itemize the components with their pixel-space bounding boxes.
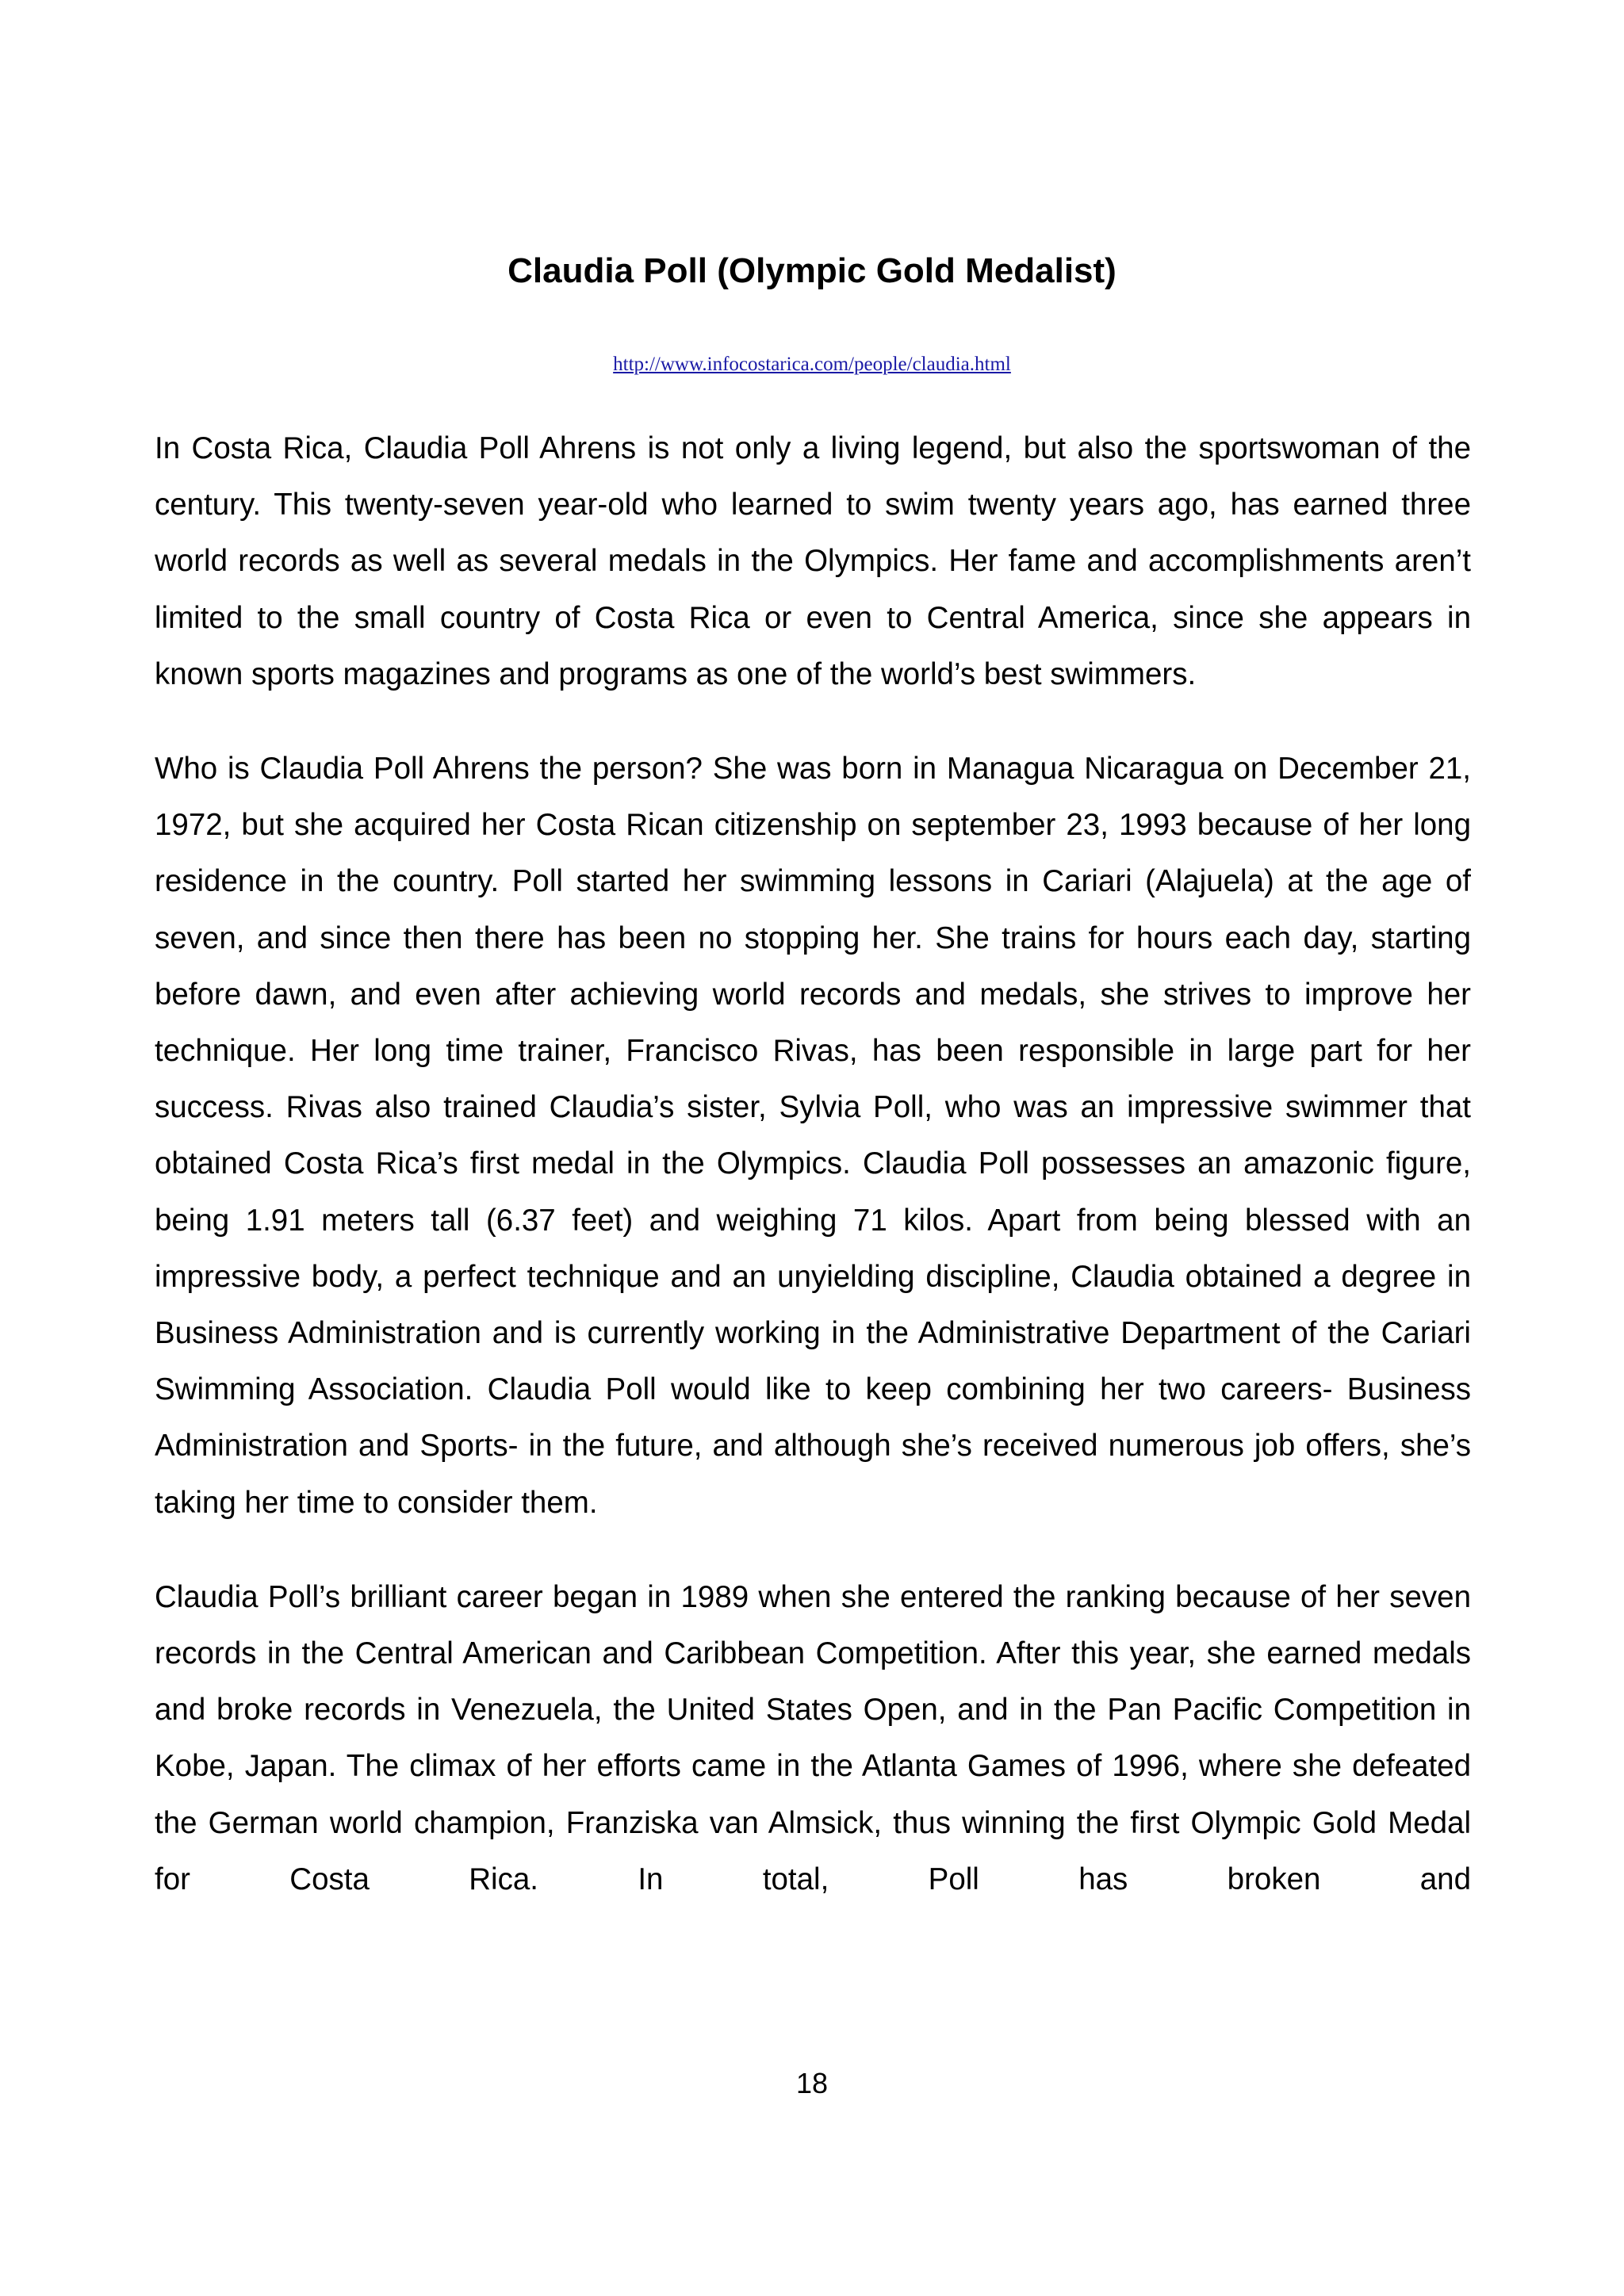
- paragraph-biography: Who is Claudia Poll Ahrens the person? She was born in Managua Nicaragua on December 21, 1972, but she acquired her Costa Rican citizenship on september 23, 1993 because of her long residence in the country. Poll started her swimming lessons in Cariari (Alajuela) at the age of seven, and since then there has been no stopping her. She trains for hours each day, starting before dawn, and even after achieving world records and medals, she strives to improve her technique. Her long time trainer, Francisco Rivas, has been responsible in large part for her success. Rivas also trained Claudia’s sister, Sylvia Poll, who was an impressive swimmer that obtained Costa Rica’s first medal in the Olympics. Claudia Poll possesses an amazonic figure, being 1.91 meters tall (6.37 feet) and weighing 71 kilos. Apart from being blessed with an impressive body, a perfect technique and an unyielding discipline, Claudia obtained a degree in Business Administration and is currently working in the Administrative Department of the Cariari Swimming Association. Claudia Poll would like to keep combining her two careers- Business Administration and Sports- in the future, and although she’s received numerous job offers, she’s taking her time to consider them.: [155, 752, 1471, 1520]
- source-url-link[interactable]: http://www.infocostarica.com/people/claudia.html: [613, 354, 1011, 375]
- paragraph-career: Claudia Poll’s brilliant career began in 1989 when she entered the ranking because of her seven records in the Central American and Caribbean Competition. After this year, she earned medals and broke records in Venezuela, the United States Open, and in the Pan Pacific Competition in Kobe, Japan. The climax of her efforts came in the Atlanta Games of 1996, where she defeated the German world champion, Franziska van Almsick, thus winning the first Olympic Gold Medal for Costa Rica. In total, Poll has broken and: [155, 1579, 1471, 1896]
- page-title: Claudia Poll (Olympic Gold Medalist): [508, 251, 1116, 290]
- article-body: [155, 420, 1471, 1946]
- page-number: 18: [795, 2067, 829, 2099]
- source-link-line: [0, 350, 1624, 379]
- paragraph-intro: In Costa Rica, Claudia Poll Ahrens is not only a living legend, but also the sportswoman of the century. This twenty-seven year-old who learned to swim twenty years ago, has earned three world records as well as several medals in the Olympics. Her fame and accomplishments aren’t limited to the small country of Costa Rica or even to Central America, since she appears in known sports magazines and programs as one of the world’s best swimmers.: [155, 431, 1471, 691]
